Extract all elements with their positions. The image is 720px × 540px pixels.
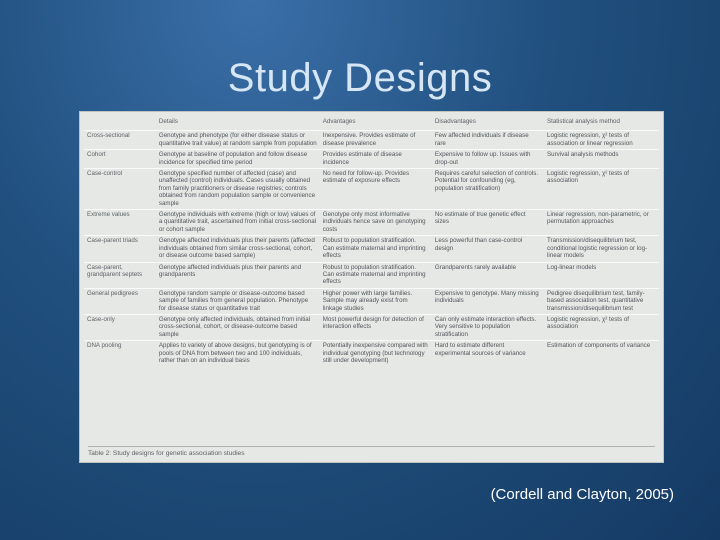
cell-details: Applies to variety of above designs, but genotyping is of pools of DNA from between two and 100 individuals, rather than on an individual basis bbox=[156, 341, 320, 367]
header-design bbox=[84, 114, 156, 131]
table-header-row bbox=[84, 114, 659, 131]
table-row bbox=[84, 288, 659, 314]
cell-advantages: Most powerful design for detection of interaction effects bbox=[320, 314, 432, 340]
cell-analysis: Linear regression, non-parametric, or permutation approaches bbox=[544, 210, 659, 236]
cell-disadvantages: Expensive to genotype. Many missing individuals bbox=[432, 288, 544, 314]
cell-design: Cohort bbox=[84, 150, 156, 169]
table-row bbox=[84, 236, 659, 262]
table-row bbox=[84, 314, 659, 340]
citation: (Cordell and Clayton, 2005) bbox=[490, 486, 674, 503]
cell-design: Extreme values bbox=[84, 210, 156, 236]
cell-advantages: Genotype only most informative individuals hence save on genotyping costs bbox=[320, 210, 432, 236]
table-row bbox=[84, 341, 659, 367]
cell-design: Case-only bbox=[84, 314, 156, 340]
cell-details: Genotype random sample or disease-outcome based sample of families from general population. Phenotype for disease status or quantitative trait bbox=[156, 288, 320, 314]
cell-analysis: Log-linear models bbox=[544, 262, 659, 288]
cell-design: Case-parent triads bbox=[84, 236, 156, 262]
cell-design: Case-parent, grandparent septets bbox=[84, 262, 156, 288]
cell-disadvantages: Grandparents rarely available bbox=[432, 262, 544, 288]
cell-advantages: Robust to population stratification. Can estimate maternal and imprinting effects bbox=[320, 262, 432, 288]
cell-advantages: No need for follow-up. Provides estimate of exposure effects bbox=[320, 169, 432, 210]
cell-disadvantages: Requires careful selection of controls. Potential for confounding (eg, population stratification) bbox=[432, 169, 544, 210]
cell-disadvantages: Expensive to follow up. Issues with drop-out bbox=[432, 150, 544, 169]
cell-advantages: Provides estimate of disease incidence bbox=[320, 150, 432, 169]
cell-disadvantages: No estimate of true genetic effect sizes bbox=[432, 210, 544, 236]
header-disadvantages: Disadvantages bbox=[434, 118, 476, 125]
cell-advantages: Inexpensive. Provides estimate of disease prevalence bbox=[320, 131, 432, 150]
cell-design: General pedigrees bbox=[84, 288, 156, 314]
cell-design: DNA pooling bbox=[84, 341, 156, 367]
cell-details: Genotype at baseline of population and follow disease incidence for specified time period bbox=[156, 150, 320, 169]
cell-analysis: Transmission/disequilibrium test, conditional logistic regression or log-linear models bbox=[544, 236, 659, 262]
cell-advantages: Higher power with large families. Sample may already exist from linkage studies bbox=[320, 288, 432, 314]
cell-analysis: Estimation of components of variance bbox=[544, 341, 659, 367]
cell-disadvantages: Less powerful than case-control design bbox=[432, 236, 544, 262]
cell-disadvantages: Hard to estimate different experimental sources of variance bbox=[432, 341, 544, 367]
cell-advantages: Potentially inexpensive compared with individual genotyping (but technology still under development) bbox=[320, 341, 432, 367]
header-analysis: Statistical analysis method bbox=[547, 118, 620, 125]
table-row bbox=[84, 150, 659, 169]
table-row bbox=[84, 169, 659, 210]
slide-title: Study Designs bbox=[227, 56, 493, 100]
cell-details: Genotype and phenotype (for either disease status or quantitative trait value) at random sample from population bbox=[156, 131, 320, 150]
cell-details: Genotype affected individuals plus their parents (affected individuals obtained from similar cross-sectional, cohort, or disease outcome based sample) bbox=[156, 236, 320, 262]
study-designs-table bbox=[84, 114, 659, 366]
cell-design: Cross-sectional bbox=[84, 131, 156, 150]
table-row bbox=[84, 210, 659, 236]
table-caption: Table 2: Study designs for genetic association studies bbox=[88, 446, 655, 457]
cell-details: Genotype only affected individuals, obtained from initial cross-sectional, cohort, or disease-outcome based sample bbox=[156, 314, 320, 340]
cell-analysis: Survival analysis methods bbox=[544, 150, 659, 169]
cell-analysis: Pedigree disequilibrium test, family-based association test, quantitative transmission/disequilibrium test bbox=[544, 288, 659, 314]
cell-details: Genotype affected individuals plus their parents and grandparents bbox=[156, 262, 320, 288]
header-advantages: Advantages bbox=[322, 118, 356, 125]
cell-advantages: Robust to population stratification. Can estimate maternal and imprinting effects bbox=[320, 236, 432, 262]
study-designs-table-image bbox=[79, 111, 664, 463]
cell-disadvantages: Can only estimate interaction effects. Very sensitive to population stratification bbox=[432, 314, 544, 340]
table-row bbox=[84, 131, 659, 150]
header-details: Details bbox=[158, 118, 178, 125]
cell-disadvantages: Few affected individuals if disease rare bbox=[432, 131, 544, 150]
cell-details: Genotype individuals with extreme (high or low) values of a quantitative trait, ascertained from initial cross-sectional or cohort sample bbox=[156, 210, 320, 236]
cell-details: Genotype specified number of affected (case) and unaffected (control) individuals. Cases usually obtained from family practitioners or disease registries; controls obtained from random population sample or convenience sample bbox=[156, 169, 320, 210]
cell-analysis: Logistic regression, χ² tests of association bbox=[544, 314, 659, 340]
table-row bbox=[84, 262, 659, 288]
cell-design: Case-control bbox=[84, 169, 156, 210]
cell-analysis: Logistic regression, χ² tests of association bbox=[544, 169, 659, 210]
cell-analysis: Logistic regression, χ² tests of association or linear regression bbox=[544, 131, 659, 150]
